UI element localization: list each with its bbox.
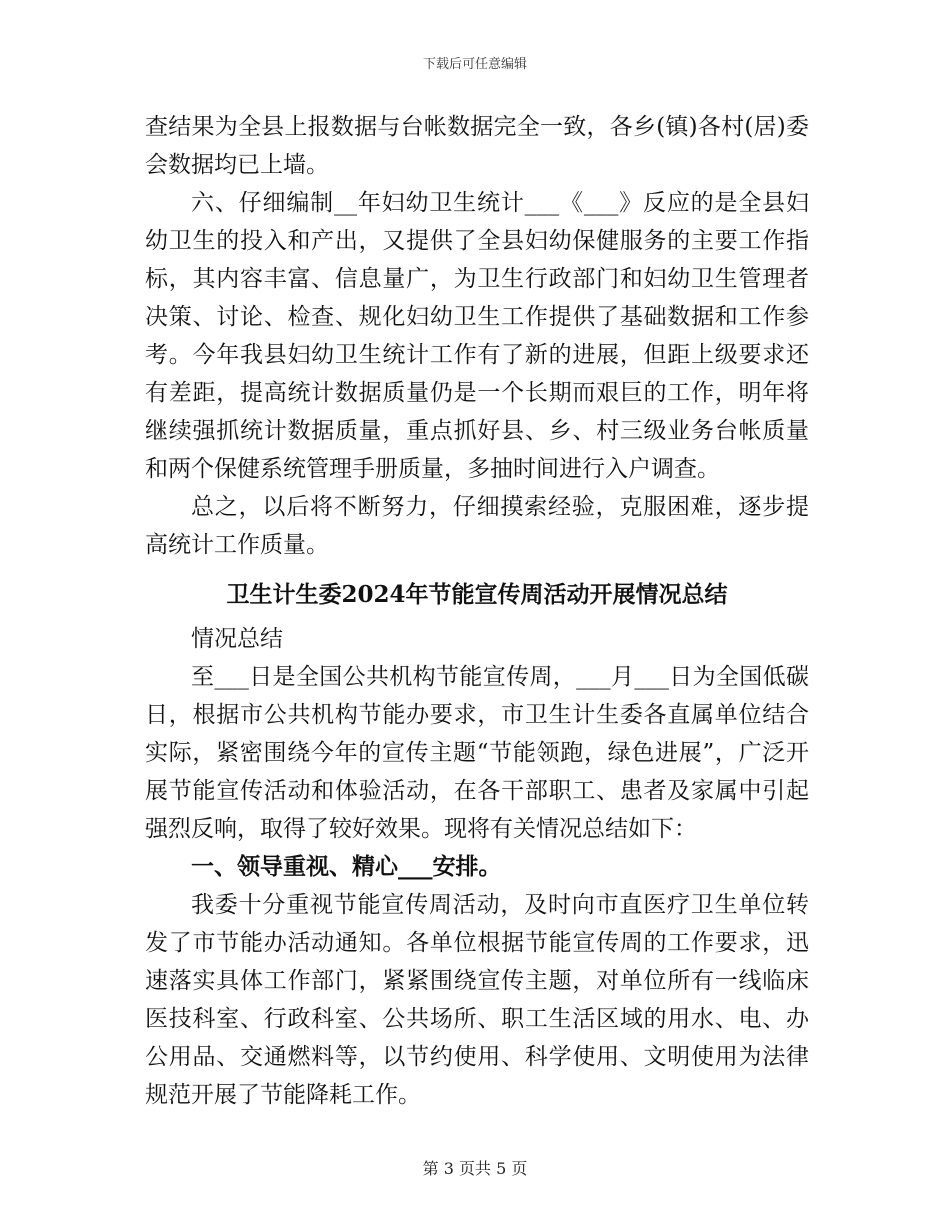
section-heading: 一、领导重视、精心___安排。 <box>191 853 502 880</box>
paragraph: 我委十分重视节能宣传周活动，及时向市直医疗卫生单位转发了市节能办活动通知。各单位根据节能宣传周的工作要求，迅速落实具体工作部门，紧紧围绕宣传主题，对单位所有一线临床医技科室、行政科室、公共场所、职工生活区域的用水、电、办公用品、交通燃料等，以节约使用、科学使用、文明使用为法律规范开展了节能降耗工作。 <box>145 892 809 1108</box>
page-footer: 第 3 页共 5 页 <box>422 1159 528 1178</box>
document-body <box>145 108 809 1114</box>
paragraph: 至___日是全国公共机构节能宣传周，___月___日为全国低碳日，根据市公共机构节能办要求，市卫生计生委各直属单位结合实际，紧密围绕今年的宣传主题“节能领跑，绿色进展”，广泛开展节能宣传活动和体验活动，在各干部职工、患者及家属中引起强烈反响，取得了较好效果。现将有关情况总结如下： <box>145 664 809 842</box>
page-header: 下载后可任意编辑 <box>422 57 527 72</box>
paragraph: 情况总结 <box>191 626 283 652</box>
paragraph: 查结果为全县上报数据与台帐数据完全一致，各乡(镇)各村(居)委会数据均已上墙。 <box>145 114 809 178</box>
paragraph: 六、仔细编制__年妇幼卫生统计___《___》反应的是全县妇幼卫生的投入和产出，又提供了全县妇幼保健服务的主要工作指标，其内容丰富、信息量广，为卫生行政部门和妇幼卫生管理者决策、讨论、检查、规化妇幼卫生工作提供了基础数据和工作参考。今年我县妇幼卫生统计工作有了新的进展，但距上级要求还有差距，提高统计数据质量仍是一个长期而艰巨的工作，明年将继续强抓统计数据质量，重点抓好县、乡、村三级业务台帐质量和两个保健系统管理手册质量，多抽时间进行入户调查。 <box>145 190 809 482</box>
section-title: 卫生计生委2024年节能宣传周活动开展情况总结 <box>226 581 728 608</box>
paragraph: 总之，以后将不断努力，仔细摸索经验，克服困难，逐步提高统计工作质量。 <box>145 494 809 558</box>
